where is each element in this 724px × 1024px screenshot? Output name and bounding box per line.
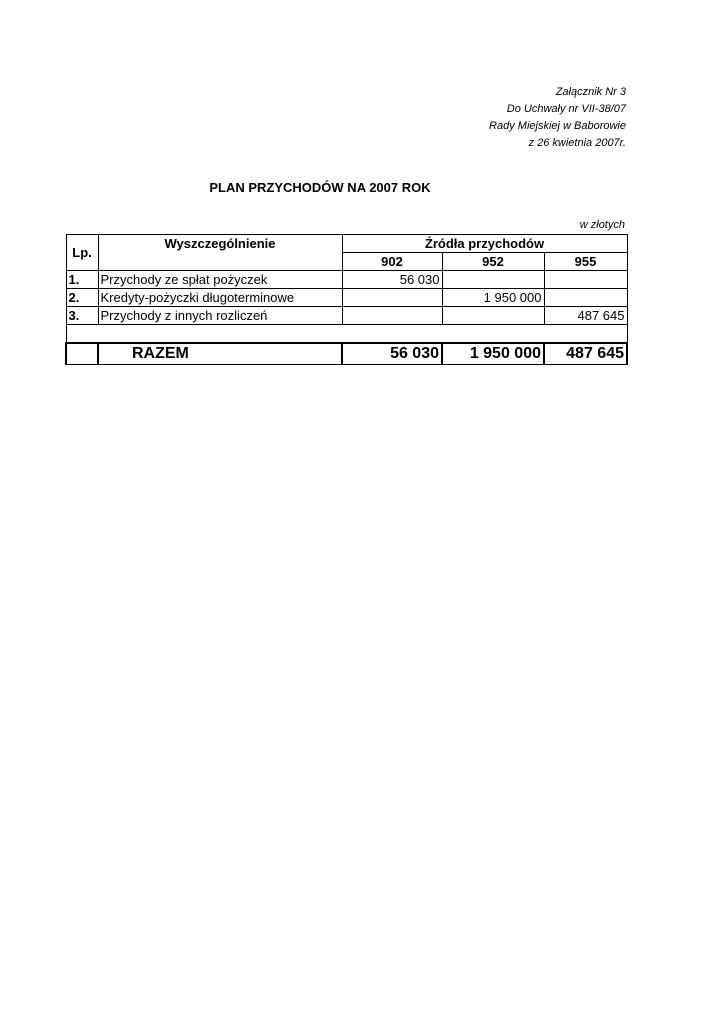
header-sources: Źródła przychodów xyxy=(342,235,627,253)
total-value-955: 487 645 xyxy=(544,343,627,365)
row-value-952: 1 950 000 xyxy=(442,289,544,307)
revenue-plan-table xyxy=(65,234,628,365)
resolution-number: Do Uchwały nr VII-38/07 xyxy=(506,103,626,115)
total-label: RAZEM xyxy=(98,343,342,365)
attachment-reference xyxy=(366,84,626,152)
header-code-952: 952 xyxy=(442,253,544,271)
header-code-902: 902 xyxy=(342,253,442,271)
row-value-955: 487 645 xyxy=(544,307,627,325)
row-value-955 xyxy=(544,271,627,289)
currency-unit: w złotych xyxy=(579,219,625,231)
header-lp: Lp. xyxy=(66,235,98,271)
total-value-952: 1 950 000 xyxy=(442,343,544,365)
row-description: Przychody ze spłat pożyczek xyxy=(98,271,342,289)
council-name: Rady Miejskiej w Baborowie xyxy=(489,120,626,132)
row-value-952 xyxy=(442,271,544,289)
row-value-902 xyxy=(342,289,442,307)
row-lp: 3. xyxy=(66,307,98,325)
blank-row xyxy=(66,325,627,344)
row-lp: 2. xyxy=(66,289,98,307)
resolution-date: z 26 kwietnia 2007r. xyxy=(528,137,626,149)
total-value-902: 56 030 xyxy=(342,343,442,365)
page-title: PLAN PRZYCHODÓW NA 2007 ROK xyxy=(209,180,431,195)
total-row xyxy=(66,343,627,365)
attachment-number: Załącznik Nr 3 xyxy=(555,86,626,98)
blank-cell xyxy=(66,325,627,344)
row-description: Przychody z innych rozliczeń xyxy=(98,307,342,325)
table-row xyxy=(66,271,627,289)
row-lp: 1. xyxy=(66,271,98,289)
row-value-952 xyxy=(442,307,544,325)
row-value-902 xyxy=(342,307,442,325)
header-description: Wyszczególnienie xyxy=(98,235,342,271)
row-value-902: 56 030 xyxy=(342,271,442,289)
row-value-955 xyxy=(544,289,627,307)
row-description: Kredyty-pożyczki długoterminowe xyxy=(98,289,342,307)
header-code-955: 955 xyxy=(544,253,627,271)
table-row xyxy=(66,289,627,307)
table-header-row xyxy=(66,235,627,253)
table-row xyxy=(66,307,627,325)
total-lp-cell xyxy=(66,343,98,365)
